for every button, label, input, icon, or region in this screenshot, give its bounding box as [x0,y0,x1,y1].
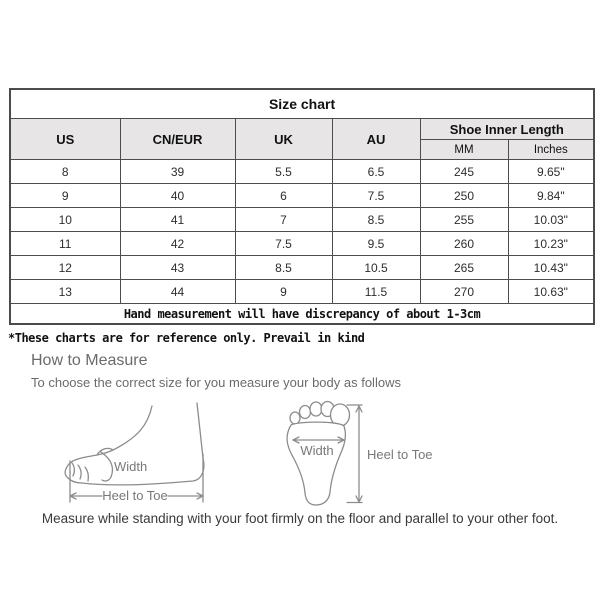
cell-uk: 5.5 [235,160,332,184]
side-width-label: Width [114,459,148,474]
cell-mm: 245 [420,160,508,184]
footprint-illustration [287,402,432,506]
cell-us: 12 [10,256,120,280]
col-header-cn-eur: CN/EUR [120,119,235,160]
table-row [10,184,594,208]
reference-note: *These charts are for reference only. Prevail in kind [8,331,365,345]
cell-au: 11.5 [332,280,420,304]
col-header-au: AU [332,119,420,160]
col-header-uk: UK [235,119,332,160]
cell-inches: 10.63" [508,280,594,304]
cell-au: 6.5 [332,160,420,184]
cell-cn-eur: 43 [120,256,235,280]
how-to-measure-subtitle: To choose the correct size for you measure your body as follows [31,375,401,390]
cell-inches: 9.84" [508,184,594,208]
table-row [10,160,594,184]
cell-inches: 10.23" [508,232,594,256]
col-header-mm: MM [420,140,508,160]
cell-uk: 8.5 [235,256,332,280]
size-chart-table [9,88,595,325]
cell-mm: 270 [420,280,508,304]
cell-uk: 9 [235,280,332,304]
how-to-measure-heading: How to Measure [31,352,148,369]
cell-us: 10 [10,208,120,232]
side-heel-to-toe-label: Heel to Toe [102,488,168,503]
cell-uk: 6 [235,184,332,208]
cell-us: 8 [10,160,120,184]
cell-au: 7.5 [332,184,420,208]
print-width-label: Width [300,443,334,458]
table-title: Size chart [10,89,594,119]
cell-mm: 265 [420,256,508,280]
cell-au: 9.5 [332,232,420,256]
col-header-inches: Inches [508,140,594,160]
cell-inches: 10.43" [508,256,594,280]
cell-mm: 255 [420,208,508,232]
cell-inches: 9.65" [508,160,594,184]
measure-caption: Measure while standing with your foot firmly on the floor and parallel to your other foot. [41,511,559,526]
table-row [10,256,594,280]
cell-mm: 250 [420,184,508,208]
table-row [10,232,594,256]
measurement-discrepancy-note: Hand measurement will have discrepancy of about 1-3cm [10,304,594,325]
foot-measurement-diagram [55,394,445,512]
print-heel-to-toe-label: Heel to Toe [367,447,433,462]
table-row [10,208,594,232]
cell-cn-eur: 42 [120,232,235,256]
cell-us: 9 [10,184,120,208]
col-header-us: US [10,119,120,160]
cell-cn-eur: 41 [120,208,235,232]
cell-inches: 10.03" [508,208,594,232]
cell-uk: 7.5 [235,232,332,256]
cell-us: 13 [10,280,120,304]
cell-cn-eur: 40 [120,184,235,208]
foot-side-view-illustration [65,403,204,503]
cell-us: 11 [10,232,120,256]
table-row [10,280,594,304]
cell-uk: 7 [235,208,332,232]
col-header-shoe-inner-length: Shoe Inner Length [420,119,594,140]
cell-cn-eur: 44 [120,280,235,304]
cell-au: 10.5 [332,256,420,280]
cell-mm: 260 [420,232,508,256]
cell-cn-eur: 39 [120,160,235,184]
cell-au: 8.5 [332,208,420,232]
